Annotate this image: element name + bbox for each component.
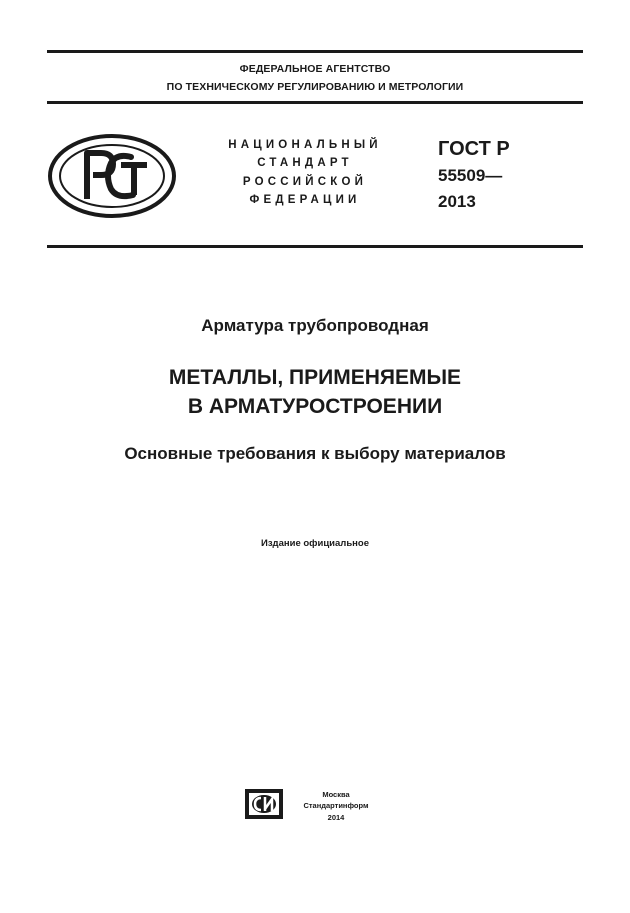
gost-designation-year: 2013 — [438, 192, 476, 211]
gost-designation-line1: ГОСТ Р — [438, 138, 510, 160]
document-title-line2: В АРМАТУРОСТРОЕНИИ — [187, 395, 443, 418]
document-subject: Арматура трубопроводная — [201, 316, 429, 335]
standartinform-logo — [245, 789, 283, 819]
gost-designation-number: 55509— — [438, 166, 503, 185]
publication-year: 2014 — [327, 813, 345, 822]
publisher-name: Стандартинформ — [303, 801, 369, 810]
rst-certification-logo — [47, 133, 177, 219]
publisher-city: Москва — [322, 790, 350, 799]
header-bottom-rule — [47, 245, 583, 248]
standard-label-line1: НАЦИОНАЛЬНЫЙ — [228, 139, 382, 151]
edition-note: Издание официальное — [261, 538, 369, 549]
agency-name-line2: ПО ТЕХНИЧЕСКОМУ РЕГУЛИРОВАНИЮ И МЕТРОЛОГИИ — [166, 81, 464, 93]
header-middle-rule — [47, 101, 583, 104]
document-title-line1: МЕТАЛЛЫ, ПРИМЕНЯЕМЫЕ — [168, 366, 462, 389]
standard-label-line3: РОССИЙСКОЙ — [242, 176, 368, 188]
standard-label-line2: СТАНДАРТ — [257, 157, 353, 169]
document-subtitle: Основные требования к выбору материалов — [124, 444, 506, 463]
standard-label-line4: ФЕДЕРАЦИИ — [249, 194, 361, 206]
header-top-rule — [47, 50, 583, 53]
agency-name-line1: ФЕДЕРАЛЬНОЕ АГЕНТСТВО — [239, 63, 391, 75]
